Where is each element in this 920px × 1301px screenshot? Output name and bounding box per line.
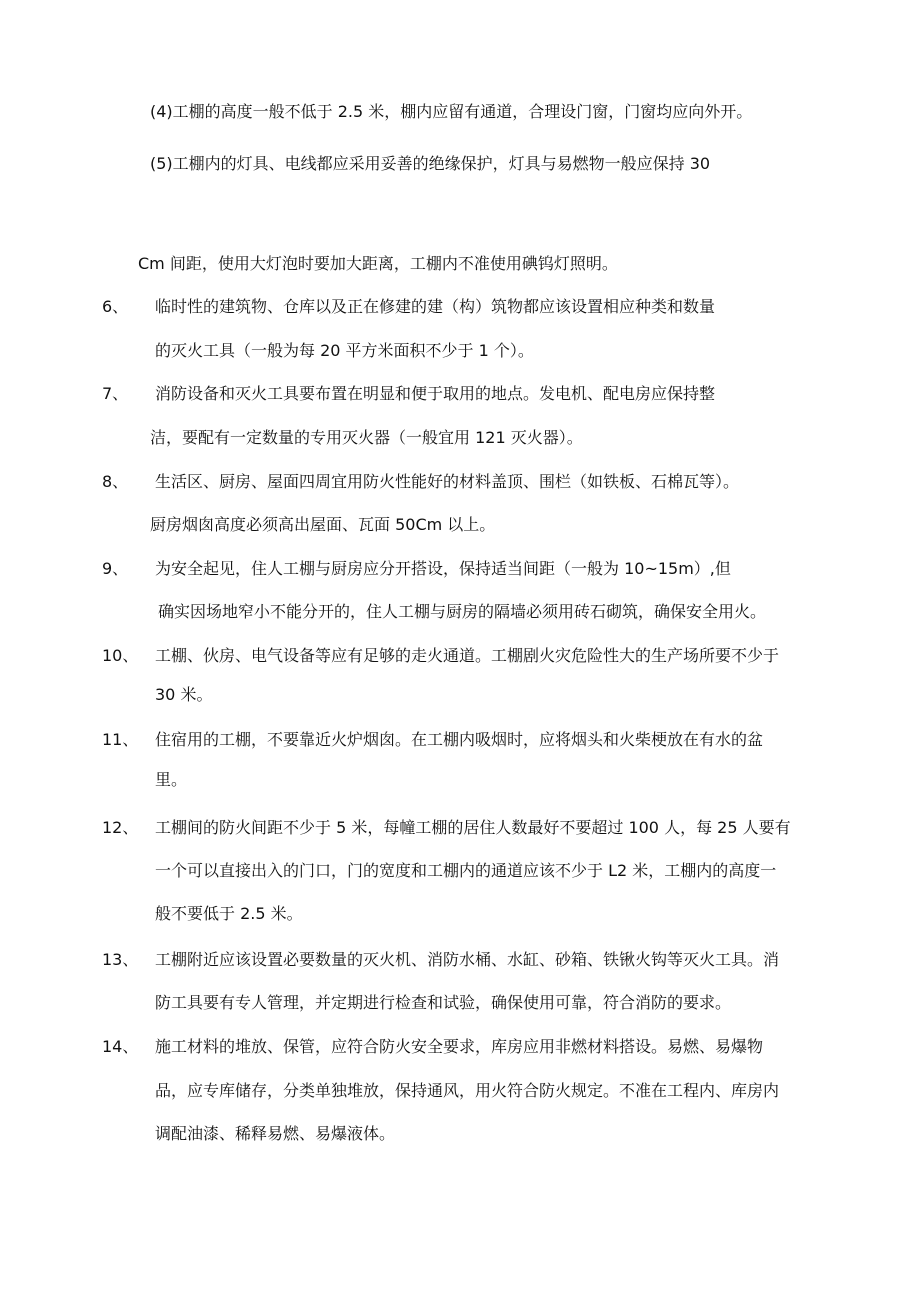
item-line: 洁，要配有一定数量的专用灭火器（一般宜用 121 灭火器）。 [150, 428, 583, 447]
item-number: 7、 [102, 384, 129, 403]
item-line: 施工材料的堆放、保管，应符合防火安全要求，库房应用非燃材料搭设。易燃、易爆物 [155, 1037, 764, 1056]
item-line: 一个可以直接出入的门口，门的宽度和工棚内的通道应该不少于 L2 米，工棚内的高度一 [155, 861, 777, 880]
item-number: 14、 [102, 1037, 139, 1056]
item-number: 8、 [102, 472, 129, 491]
item-line: 工棚间的防火间距不少于 5 米，每幢工棚的居住人数最好不要超过 100 人，每 25 人要有 [155, 818, 791, 837]
paragraph-4: (4)工棚的高度一般不低于 2.5 米，棚内应留有通道，合理设门窗，门窗均应向外开。 [150, 102, 753, 121]
item-line: 般不要低于 2.5 米。 [155, 904, 303, 923]
paragraph-5-continuation: Cm 间距，使用大灯泡时要加大距离，工棚内不准使用碘钨灯照明。 [138, 254, 618, 273]
item-line: 的灭火工具（一般为每 20 平方米面积不少于 1 个）。 [155, 341, 534, 360]
item-line: 厨房烟囱高度必须高出屋面、瓦面 50Cm 以上。 [150, 515, 496, 534]
item-line: 消防设备和灭火工具要布置在明显和便于取用的地点。发电机、配电房应保持整 [155, 384, 716, 403]
item-line: 生活区、厨房、屋面四周宜用防火性能好的材料盖顶、围栏（如铁板、石棉瓦等）。 [155, 472, 740, 491]
item-line: 工棚附近应该设置必要数量的灭火机、消防水桶、水缸、砂箱、铁锹火钩等灭火工具。消 [155, 950, 780, 969]
item-line: 30 米。 [155, 685, 213, 704]
item-line: 品，应专库储存，分类单独堆放，保持通风，用火符合防火规定。不准在工程内、库房内 [155, 1081, 780, 1100]
paragraph-5: (5)工棚内的灯具、电线都应采用妥善的绝缘保护，灯具与易燃物一般应保持 30 [150, 154, 711, 173]
item-line: 确实因场地窄小不能分开的，住人工棚与厨房的隔墙必须用砖石砌筑，确保安全用火。 [158, 602, 767, 621]
item-line: 临时性的建筑物、仓库以及正在修建的建（构）筑物都应该设置相应种类和数量 [155, 297, 716, 316]
item-number: 9、 [102, 559, 129, 578]
item-line: 调配油漆、稀释易燃、易爆液体。 [155, 1124, 396, 1143]
item-number: 6、 [102, 297, 129, 316]
item-line: 防工具要有专人管理，并定期进行检查和试验，确保使用可靠，符合消防的要求。 [155, 993, 732, 1012]
item-line: 为安全起见，住人工棚与厨房应分开搭设，保持适当间距（一般为 10~15m）,但 [155, 559, 731, 578]
item-number: 13、 [102, 950, 139, 969]
item-line: 里。 [155, 770, 188, 789]
item-line: 住宿用的工棚，不要靠近火炉烟囱。在工棚内吸烟时，应将烟头和火柴梗放在有水的盆 [155, 730, 764, 749]
item-number: 12、 [102, 818, 139, 837]
item-line: 工棚、伙房、电气设备等应有足够的走火通道。工棚剧火灾危险性大的生产场所要不少于 [155, 646, 780, 665]
item-number: 11、 [102, 730, 139, 749]
item-number: 10、 [102, 646, 139, 665]
